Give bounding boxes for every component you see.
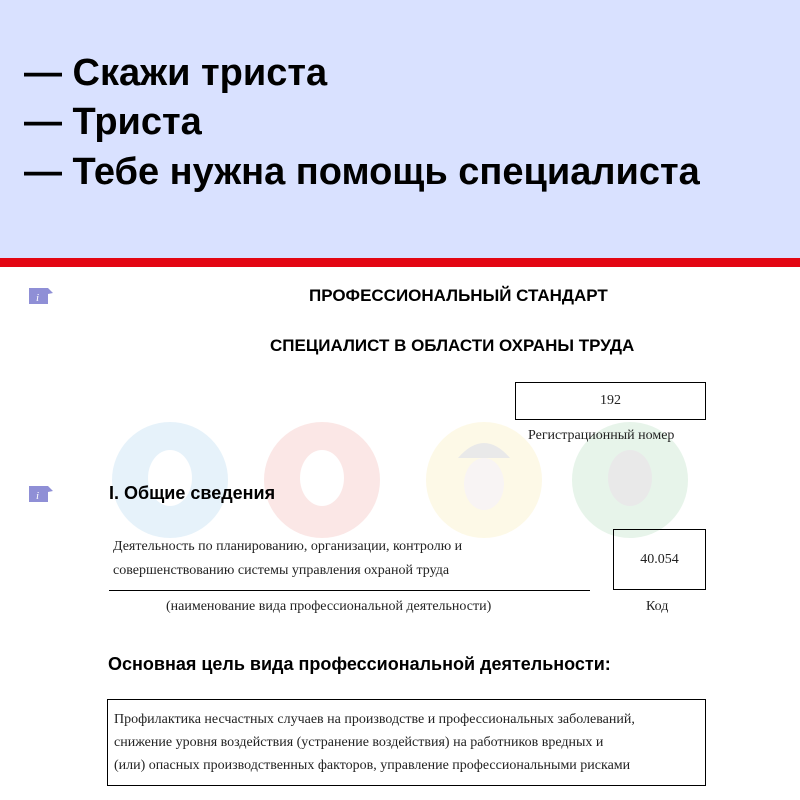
document-subtitle: СПЕЦИАЛИСТ В ОБЛАСТИ ОХРАНЫ ТРУДА — [270, 336, 635, 355]
info-icon — [26, 286, 54, 306]
goal-box — [107, 699, 706, 786]
activity-underline — [109, 590, 590, 591]
red-divider — [0, 258, 800, 267]
banner-line-1: — Скажи триста — [24, 52, 328, 94]
activity-name-line-1: Деятельность по планированию, организации, контролю и — [113, 539, 463, 554]
activity-name-line-2: совершенствованию системы управления охраной труда — [113, 563, 450, 578]
registration-number-box: 192 — [515, 382, 706, 420]
goal-line-1: Профилактика несчастных случаев на производстве и профессиональных заболеваний, — [114, 712, 635, 727]
goal-line-2: снижение уровня воздействия (устранение воздействия) на работников вредных и — [114, 735, 604, 750]
banner-line-2: — Триста — [24, 101, 202, 143]
activity-caption: (наименование вида профессиональной деятельности) — [166, 599, 492, 614]
registration-number-label: Регистрационный номер — [528, 428, 675, 443]
code-label: Код — [646, 599, 669, 614]
svg-text:i: i — [36, 292, 40, 304]
section-title: I. Общие сведения — [109, 483, 276, 503]
info-icon — [26, 484, 54, 504]
goal-line-3: (или) опасных производственных факторов, управление профессиональными рисками — [114, 758, 631, 773]
goal-title: Основная цель вида профессиональной деятельности: — [108, 654, 611, 674]
document-title: ПРОФЕССИОНАЛЬНЫЙ СТАНДАРТ — [309, 286, 608, 305]
code-box: 40.054 — [613, 529, 706, 590]
svg-text:i: i — [36, 490, 40, 502]
banner-line-3: — Тебе нужна помощь специалиста — [24, 151, 700, 193]
meme-banner — [0, 0, 800, 258]
